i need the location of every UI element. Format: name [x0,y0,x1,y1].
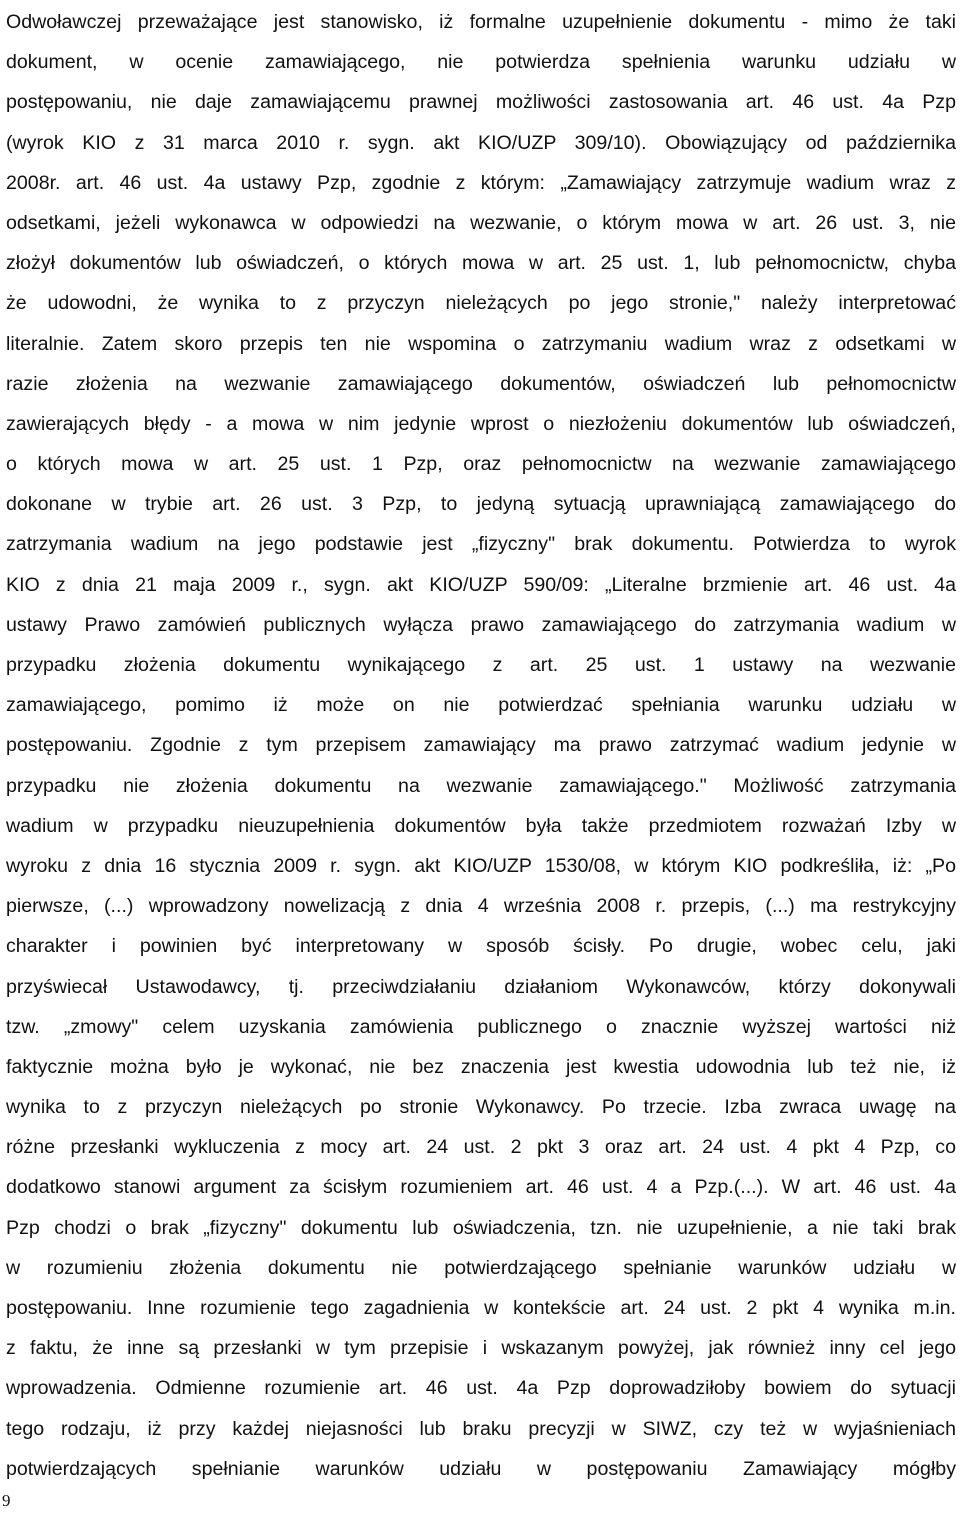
text-line: literalnie. Zatem skoro przepis ten nie wspomina o zatrzymaniu wadium wraz z odsetkami w [6,332,956,355]
text-line: ustawy Prawo zamówień publicznych wyłącza prawo zamawiającego do zatrzymania wadium w [6,613,956,636]
text-line: o których mowa w art. 25 ust. 1 Pzp, oraz pełnomocnictw na wezwanie zamawiającego [6,453,956,476]
body-text [6,2,956,1489]
text-line: różne przesłanki wykluczenia z mocy art. 24 ust. 2 pkt 3 oraz art. 24 ust. 4 pkt 4 Pzp, co [6,1136,956,1159]
text-line: złożył dokumentów lub oświadczeń, o których mowa w art. 25 ust. 1, lub pełnomocnictw, chyba [6,252,956,275]
text-line: 2008r. art. 46 ust. 4a ustawy Pzp, zgodnie z którym: „Zamawiający zatrzymuje wadium wraz z [6,171,956,194]
text-line: postępowaniu, nie daje zamawiającemu prawnej możliwości zastosowania art. 46 ust. 4a Pzp [6,91,956,114]
text-line: zatrzymania wadium na jego podstawie jest „fizyczny" brak dokumentu. Potwierdza to wyrok [6,533,956,556]
text-line: dokonane w trybie art. 26 ust. 3 Pzp, to jedyną sytuacją uprawniającą zamawiającego do [6,493,956,516]
text-line: wprowadzenia. Odmienne rozumienie art. 46 ust. 4a Pzp doprowadziłoby bowiem do sytuacji [6,1377,956,1400]
text-line: charakter i powinien być interpretowany w sposób ścisły. Po drugie, wobec celu, jaki [6,935,956,958]
text-line: dodatkowo stanowi argument za ścisłym rozumieniem art. 46 ust. 4 a Pzp.(...). W art. 46 ust. 4a [6,1176,956,1199]
text-line: Pzp chodzi o brak „fizyczny" dokumentu lub oświadczenia, tzn. nie uzupełnienie, a nie taki brak [6,1216,956,1239]
text-line: wadium w przypadku nieuzupełnienia dokumentów była także przedmiotem rozważań Izby w [6,814,956,837]
text-line: przyświecał Ustawodawcy, tj. przeciwdziałaniu działaniom Wykonawców, którzy dokonywali [6,975,956,998]
text-line: z faktu, że inne są przesłanki w tym przepisie i wskazanym powyżej, jak również inny cel jego [6,1337,956,1360]
text-line: tego rodzaju, iż przy każdej niejasności lub braku precyzji w SIWZ, czy też w wyjaśnieniach [6,1417,956,1440]
text-line: odsetkami, jeżeli wykonawca w odpowiedzi na wezwanie, o którym mowa w art. 26 ust. 3, nie [6,211,956,234]
text-line: że udowodni, że wynika to z przyczyn nieleżących po jego stronie," należy interpretować [6,292,956,315]
text-line: Odwoławczej przeważające jest stanowisko, iż formalne uzupełnienie dokumentu - mimo że taki [6,11,956,33]
text-line: faktycznie można było je wykonać, nie bez znaczenia jest kwestia udowodnia lub też nie, iż [6,1055,956,1078]
text-line: pierwsze, (...) wprowadzony nowelizacją z dnia 4 września 2008 r. przepis, (...) ma restrykcyjny [6,895,956,918]
text-line: w rozumieniu złożenia dokumentu nie potwierdzającego spełnianie warunków udziału w [6,1256,956,1279]
text-line: wyroku z dnia 16 stycznia 2009 r. sygn. akt KIO/UZP 1530/08, w którym KIO podkreśliła, iż: „Po [6,854,956,877]
text-line: postępowaniu. Inne rozumienie tego zagadnienia w kontekście art. 24 ust. 2 pkt 4 wynika m.in. [6,1297,956,1319]
text-line: razie złożenia na wezwanie zamawiającego dokumentów, oświadczeń lub pełnomocnictw [6,372,956,395]
text-line: wynika to z przyczyn nieleżących po stronie Wykonawcy. Po trzecie. Izba zwraca uwagę na [6,1096,956,1119]
text-line: przypadku złożenia dokumentu wynikającego z art. 25 ust. 1 ustawy na wezwanie [6,654,956,676]
text-line: zawierających błędy - a mowa w nim jedynie wprost o niezłożeniu dokumentów lub oświadczeń, [6,412,956,435]
text-line: dokument, w ocenie zamawiającego, nie potwierdza spełnienia warunku udziału w [6,51,956,74]
text-line: (wyrok KIO z 31 marca 2010 r. sygn. akt KIO/UZP 309/10). Obowiązujący od października [6,131,956,154]
text-line: przypadku nie złożenia dokumentu na wezwanie zamawiającego." Możliwość zatrzymania [6,774,956,797]
text-line: potwierdzających spełnianie warunków udziału w postępowaniu Zamawiający mógłby [6,1457,956,1480]
text-line: tzw. „zmowy" celem uzyskania zamówienia publicznego o znacznie wyższej wartości niż [6,1015,956,1038]
text-line: postępowaniu. Zgodnie z tym przepisem zamawiający ma prawo zatrzymać wadium jedynie w [6,734,956,757]
text-line: KIO z dnia 21 maja 2009 r., sygn. akt KIO/UZP 590/09: „Literalne brzmienie art. 46 ust. 4a [6,573,956,596]
page-number: 9 [2,1491,11,1510]
text-line: zamawiającego, pomimo iż może on nie potwierdzać spełniania warunku udziału w [6,694,956,717]
